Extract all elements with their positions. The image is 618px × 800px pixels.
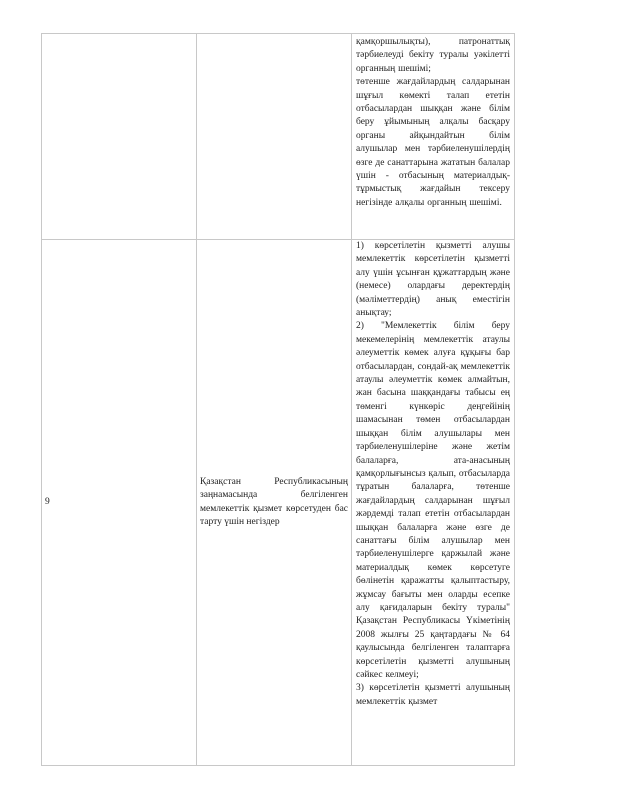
row-name-cell [197, 34, 352, 240]
paragraph: 3) көрсетілетін қызметті алушының мемлекеттік қызмет [356, 683, 510, 707]
row-text-cell [352, 34, 515, 240]
paragraph: 1) көрсетілетін қызметті алушы мемлекеттік көрсетілетін қызметті алу үшін ұсынған құжаттардың және (немесе) олардағы деректердің (мәліметтердің) анық еместігін анықтау; [356, 241, 510, 319]
row-number-cell: 9 [42, 240, 197, 766]
table-row-continuation [42, 34, 515, 240]
row-number-cell [42, 34, 197, 240]
paragraph: қамқоршылықты), патронаттық тәрбиелеуді бекіту туралы уәкілетті органның шешімі; [356, 37, 510, 74]
row-name-cell: Қазақстан Республикасының заңнамасында белгіленген мемлекеттік қызмет көрсетуден бас тарту үшін негіздер [197, 240, 352, 766]
services-table [41, 33, 515, 766]
table-row-9 [42, 240, 515, 766]
paragraph: төтенше жағдайлардың салдарынан шұғыл көмекті талап ететін отбасылардан шыққан және білім беру ұйымының алқалы басқару органы айқындайтын білім алушылар мен тәрбиеленушілердің өзге де санаттарына жататын балалар үшін - отбасының материалдық-тұрмыстық жағдайын тексеру негізінде алқалы органның шешімі. [356, 77, 510, 208]
paragraph: 2) "Мемлекеттік білім беру мекемелерінің мемлекеттік атаулы әлеуметтік көмек алуға құқығы бар отбасылардан, сондай-ақ мемлекеттік атаулы әлеуметтік көмек алмайтын, жан басына шаққандағы табысы ең төменгі күнкөріс деңгейінің шамасынан төмен отбасылардан шыққан білім алушылары мен тәрбиеленушілеріне және жетім балаларға, ата-анасының қамқорлығынсыз қалып, отбасыларда тұратын балаларға, төтенше жағдайлардың салдарынан шұғыл жәрдемді талап ететін отбасылардан шыққан балаларға және өзге де санаттағы білім алушылар мен тәрбиеленушілерге қаржылай және материалдық көмек көрсетуге бөлінетін қаражатты қалыптастыру, жұмсау бағыты мен оларды есепке алу қағидаларын бекіту туралы" Қазақстан Республикасы Үкіметінің 2008 жылғы 25 қаңтардағы № 64 қаулысында белгіленген талаптарға көрсетілетін қызметті алушының сәйкес келмеуі; [356, 321, 510, 680]
row-text-cell [352, 240, 515, 766]
